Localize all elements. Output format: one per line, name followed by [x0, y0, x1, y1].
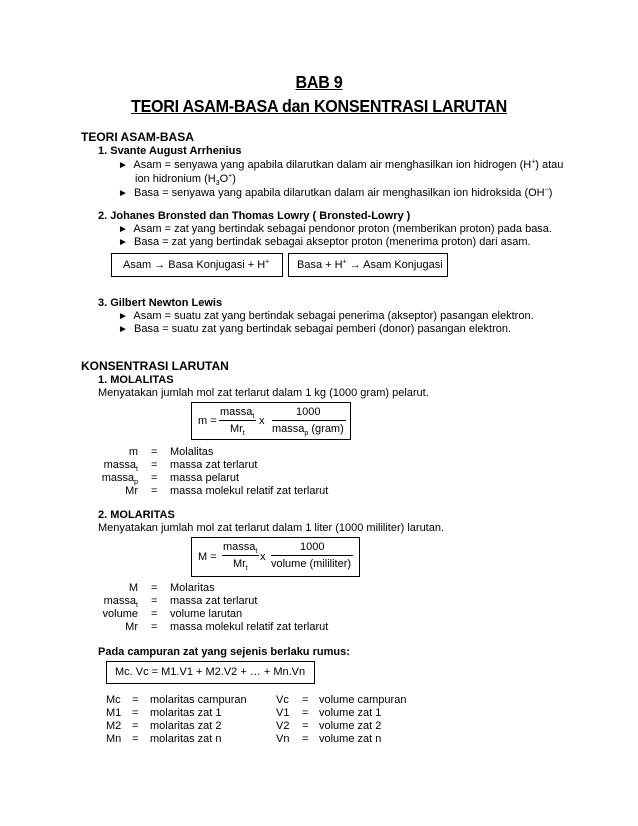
definition-equals: =: [151, 621, 158, 633]
definition-symbol: M2: [106, 720, 122, 732]
definition-equals: =: [302, 733, 309, 745]
arrhenius-asam: ► Asam = senyawa yang apabila dilarutkan dalam air menghasilkan ion hidrogen (H+) atau: [118, 158, 564, 171]
definition-text: massa molekul relatif zat terlarut: [170, 485, 329, 497]
lewis-basa: ► Basa = suatu zat yang bertindak sebagai pemberi (donor) pasangan elektron.: [118, 323, 512, 335]
definition-symbol: Mr: [125, 485, 138, 497]
definition-symbol: Vn: [276, 733, 290, 745]
bronsted-asam: ► Asam = zat yang bertindak sebagai pendonor proton (memberikan proton) pada basa.: [118, 223, 552, 235]
definition-equals: =: [132, 707, 139, 719]
molaritas-desc: Menyatakan jumlah mol zat terlarut dalam 1 liter (1000 mililiter) larutan.: [98, 522, 445, 534]
definition-text: molaritas zat 1: [150, 707, 222, 719]
definition-equals: =: [151, 595, 158, 607]
molaritas-title: 2. MOLARITAS: [98, 509, 175, 521]
definition-symbol: m: [128, 446, 138, 458]
definition-text: Molaritas: [170, 582, 215, 594]
definition-text: molaritas zat n: [150, 733, 222, 745]
chapter-number: BAB 9: [295, 72, 343, 92]
definition-text: Molalitas: [170, 446, 214, 458]
bronsted-equation-box-1: Asam → Basa Konjugasi + H+: [111, 253, 283, 277]
definition-text: volume larutan: [170, 608, 243, 620]
definition-equals: =: [132, 720, 139, 732]
definition-symbol: Mn: [106, 733, 122, 745]
definition-symbol: M1: [106, 707, 122, 719]
bullet-arrow-icon: ►: [118, 311, 128, 322]
definition-symbol: Mc: [106, 694, 121, 706]
definition-symbol: V1: [276, 707, 290, 719]
definition-equals: =: [151, 582, 158, 594]
definition-text: volume zat 2: [319, 720, 382, 732]
definition-text: massa zat terlarut: [170, 459, 258, 471]
lewis-title: 3. Gilbert Newton Lewis: [98, 297, 223, 309]
chapter-title: TEORI ASAM-BASA dan KONSENTRASI LARUTAN: [131, 96, 507, 116]
campuran-formula-box: Mc. Vc = M1.V1 + M2.V2 + … + Mn.Vn: [106, 661, 315, 684]
definition-text: volume zat 1: [319, 707, 382, 719]
definition-equals: =: [302, 694, 309, 706]
definition-symbol: massa$_p$: [101, 472, 138, 487]
bullet-arrow-icon: ►: [118, 188, 128, 199]
bronsted-equation-box-2: Basa + H+ → Asam Konjugasi: [288, 253, 448, 277]
arrhenius-title: 1. Svante August Arrhenius: [98, 145, 242, 157]
definition-symbol: V2: [276, 720, 290, 732]
bullet-arrow-icon: ►: [118, 237, 128, 248]
section-heading-konsentrasi: KONSENTRASI LARUTAN: [81, 359, 229, 373]
definition-symbol: M: [128, 582, 138, 594]
definition-text: massa zat terlarut: [170, 595, 258, 607]
campuran-title: Pada campuran zat yang sejenis berlaku rumus:: [98, 646, 350, 658]
definition-symbol: massa$_t$: [103, 459, 138, 474]
arrhenius-basa: ► Basa = senyawa yang apabila dilarutkan dalam air menghasilkan ion hidroksida (OH−): [118, 186, 553, 199]
molalitas-formula-box: m = massa$_t$ $Mr_t$ x 1000 massa$_p$ (gram): [191, 402, 351, 440]
bronsted-basa: ► Basa = zat yang bertindak sebagai akseptor proton (menerima proton) dari asam.: [118, 236, 531, 248]
section-heading-teori: TEORI ASAM-BASA: [81, 130, 194, 144]
definition-text: molaritas campuran: [150, 694, 247, 706]
molalitas-title: 1. MOLALITAS: [98, 374, 174, 386]
definition-text: massa molekul relatif zat terlarut: [170, 621, 329, 633]
definition-equals: =: [302, 720, 309, 732]
definition-symbol: Vc: [276, 694, 289, 706]
bullet-arrow-icon: ►: [118, 224, 128, 235]
definition-text: volume zat n: [319, 733, 382, 745]
bronsted-title: 2. Johanes Bronsted dan Thomas Lowry ( Bronsted-Lowry ): [98, 210, 411, 222]
lewis-asam: ► Asam = suatu zat yang bertindak sebagai penerima (akseptor) pasangan elektron.: [118, 310, 534, 322]
definition-equals: =: [132, 694, 139, 706]
definition-symbol: Mr: [125, 621, 138, 633]
bullet-arrow-icon: ►: [118, 160, 128, 171]
definition-equals: =: [151, 608, 158, 620]
arrhenius-asam-cont: ion hidronium $(H_3O^+)$: [135, 172, 236, 188]
definition-equals: =: [302, 707, 309, 719]
definition-symbol: volume: [102, 608, 138, 620]
definition-equals: =: [151, 485, 158, 497]
definition-text: molaritas zat 2: [150, 720, 222, 732]
definition-text: volume campuran: [319, 694, 407, 706]
definition-text: massa pelarut: [170, 472, 240, 484]
molaritas-formula-box: M = massa$_t$ $Mr_t$ x 1000 volume (mililiter): [191, 537, 360, 577]
definition-equals: =: [151, 472, 158, 484]
molalitas-desc: Menyatakan jumlah mol zat terlarut dalam 1 kg (1000 gram) pelarut.: [98, 387, 429, 399]
definition-symbol: massa$_t$: [103, 595, 138, 610]
definition-equals: =: [151, 446, 158, 458]
definition-equals: =: [132, 733, 139, 745]
bullet-arrow-icon: ►: [118, 324, 128, 335]
definition-equals: =: [151, 459, 158, 471]
